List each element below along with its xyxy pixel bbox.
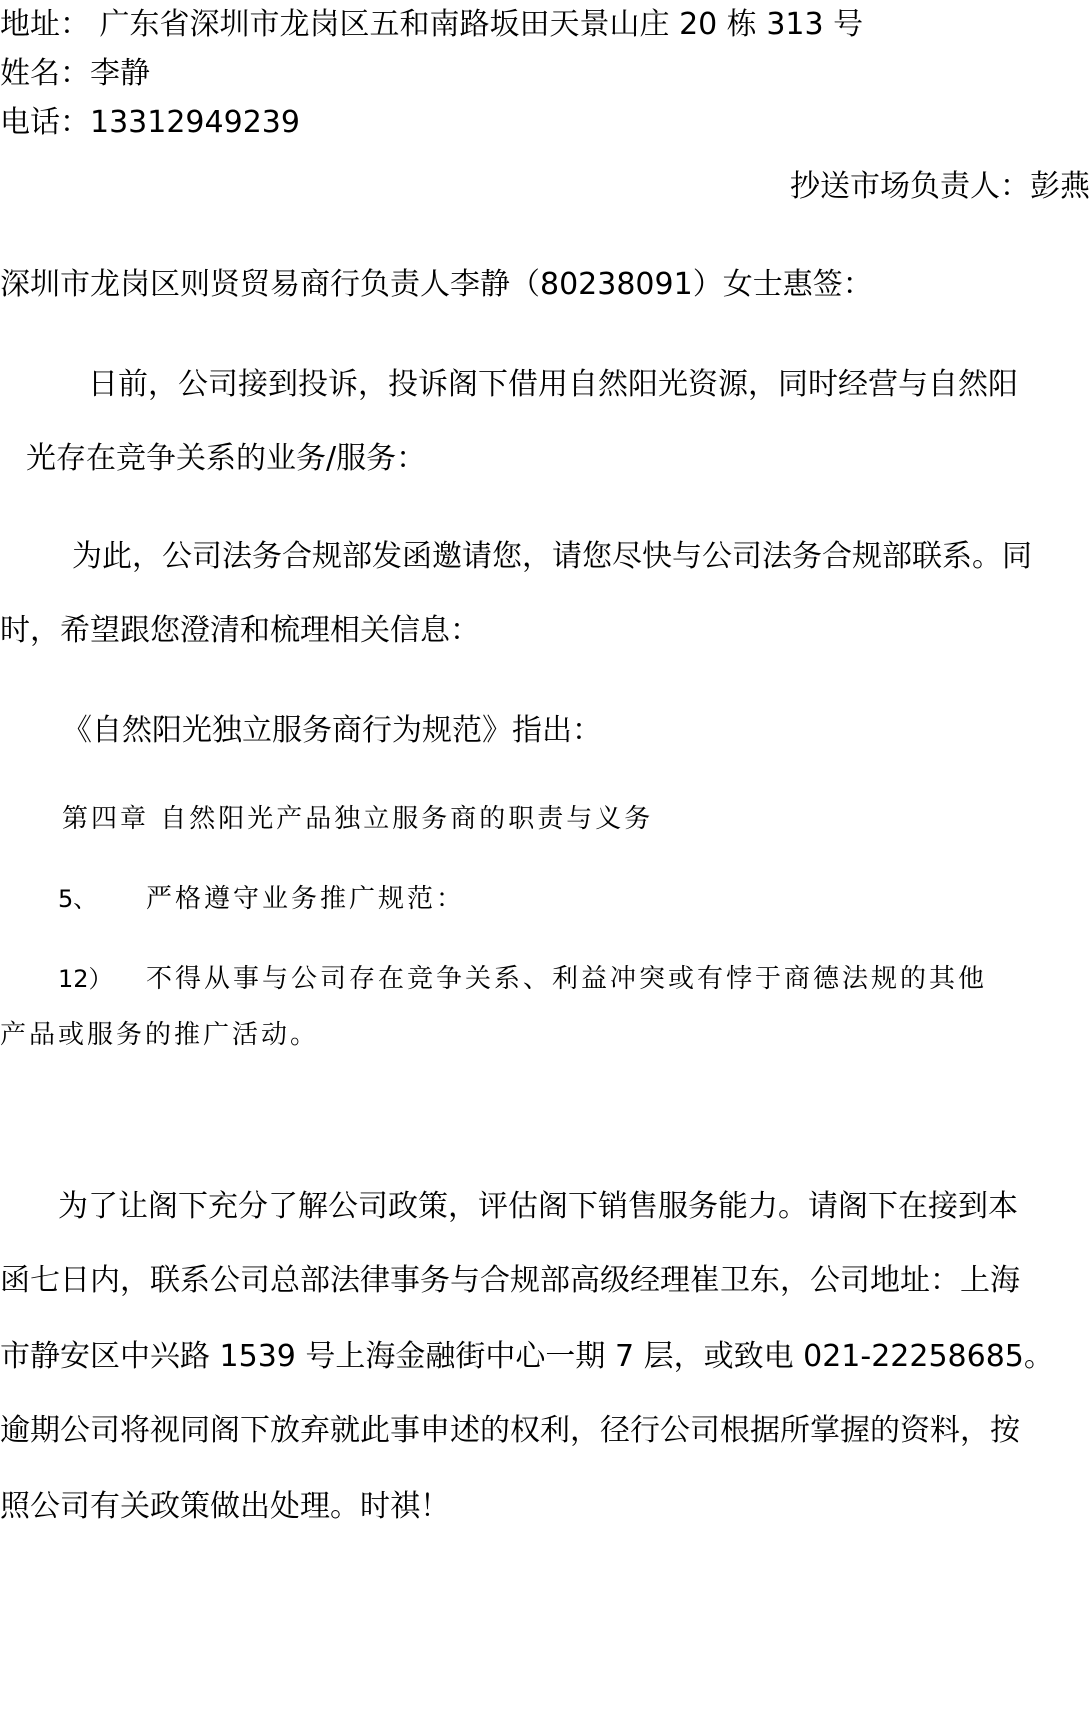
- phone-line: 电话：13312949239: [0, 105, 300, 140]
- paragraph3-line3: 市静安区中兴路 1539 号上海金融街中心一期 7 层，或致电 021-22258685。: [0, 1339, 1054, 1374]
- cc-line: 抄送市场负责人：彭燕: [790, 169, 1090, 204]
- salutation: 深圳市龙岗区则贤贸易商行负责人李静（80238091）女士惠签：: [0, 267, 873, 302]
- item12-text-line1: 不得从事与公司存在竞争关系、利益冲突或有悖于商德法规的其他: [146, 964, 988, 994]
- rules-title: 《自然阳光独立服务商行为规范》指出：: [62, 713, 602, 748]
- paragraph2-line1: 为此，公司法务合规部发函邀请您，请您尽快与公司法务合规部联系。同: [72, 539, 1032, 574]
- paragraph3-line2: 函七日内，联系公司总部法律事务与合规部高级经理崔卫东，公司地址：上海: [0, 1263, 1020, 1298]
- paragraph2-line2: 时，希望跟您澄清和梳理相关信息：: [0, 613, 480, 648]
- item12-text-line2: 产品或服务的推广活动。: [0, 1020, 320, 1050]
- paragraph3-line5: 照公司有关政策做出处理。时祺！: [0, 1489, 450, 1524]
- item5-number: 5、: [58, 885, 98, 913]
- paragraph3-line1: 为了让阁下充分了解公司政策，评估阁下销售服务能力。请阁下在接到本: [58, 1189, 1018, 1224]
- paragraph1-line2: 光存在竞争关系的业务/服务：: [26, 441, 427, 476]
- paragraph3-line4: 逾期公司将视同阁下放弃就此事申述的权利，径行公司根据所掌握的资料，按: [0, 1413, 1020, 1448]
- name-line: 姓名：李静: [0, 56, 150, 91]
- address-line: 地址： 广东省深圳市龙岗区五和南路坂田天景山庄 20 栋 313 号: [0, 7, 864, 42]
- rules-chapter: 第四章 自然阳光产品独立服务商的职责与义务: [62, 804, 654, 834]
- paragraph1-line1: 日前，公司接到投诉，投诉阁下借用自然阳光资源，同时经营与自然阳: [88, 367, 1018, 402]
- item5-text: 严格遵守业务推广规范：: [146, 884, 466, 914]
- item12-number: 12）: [58, 965, 113, 993]
